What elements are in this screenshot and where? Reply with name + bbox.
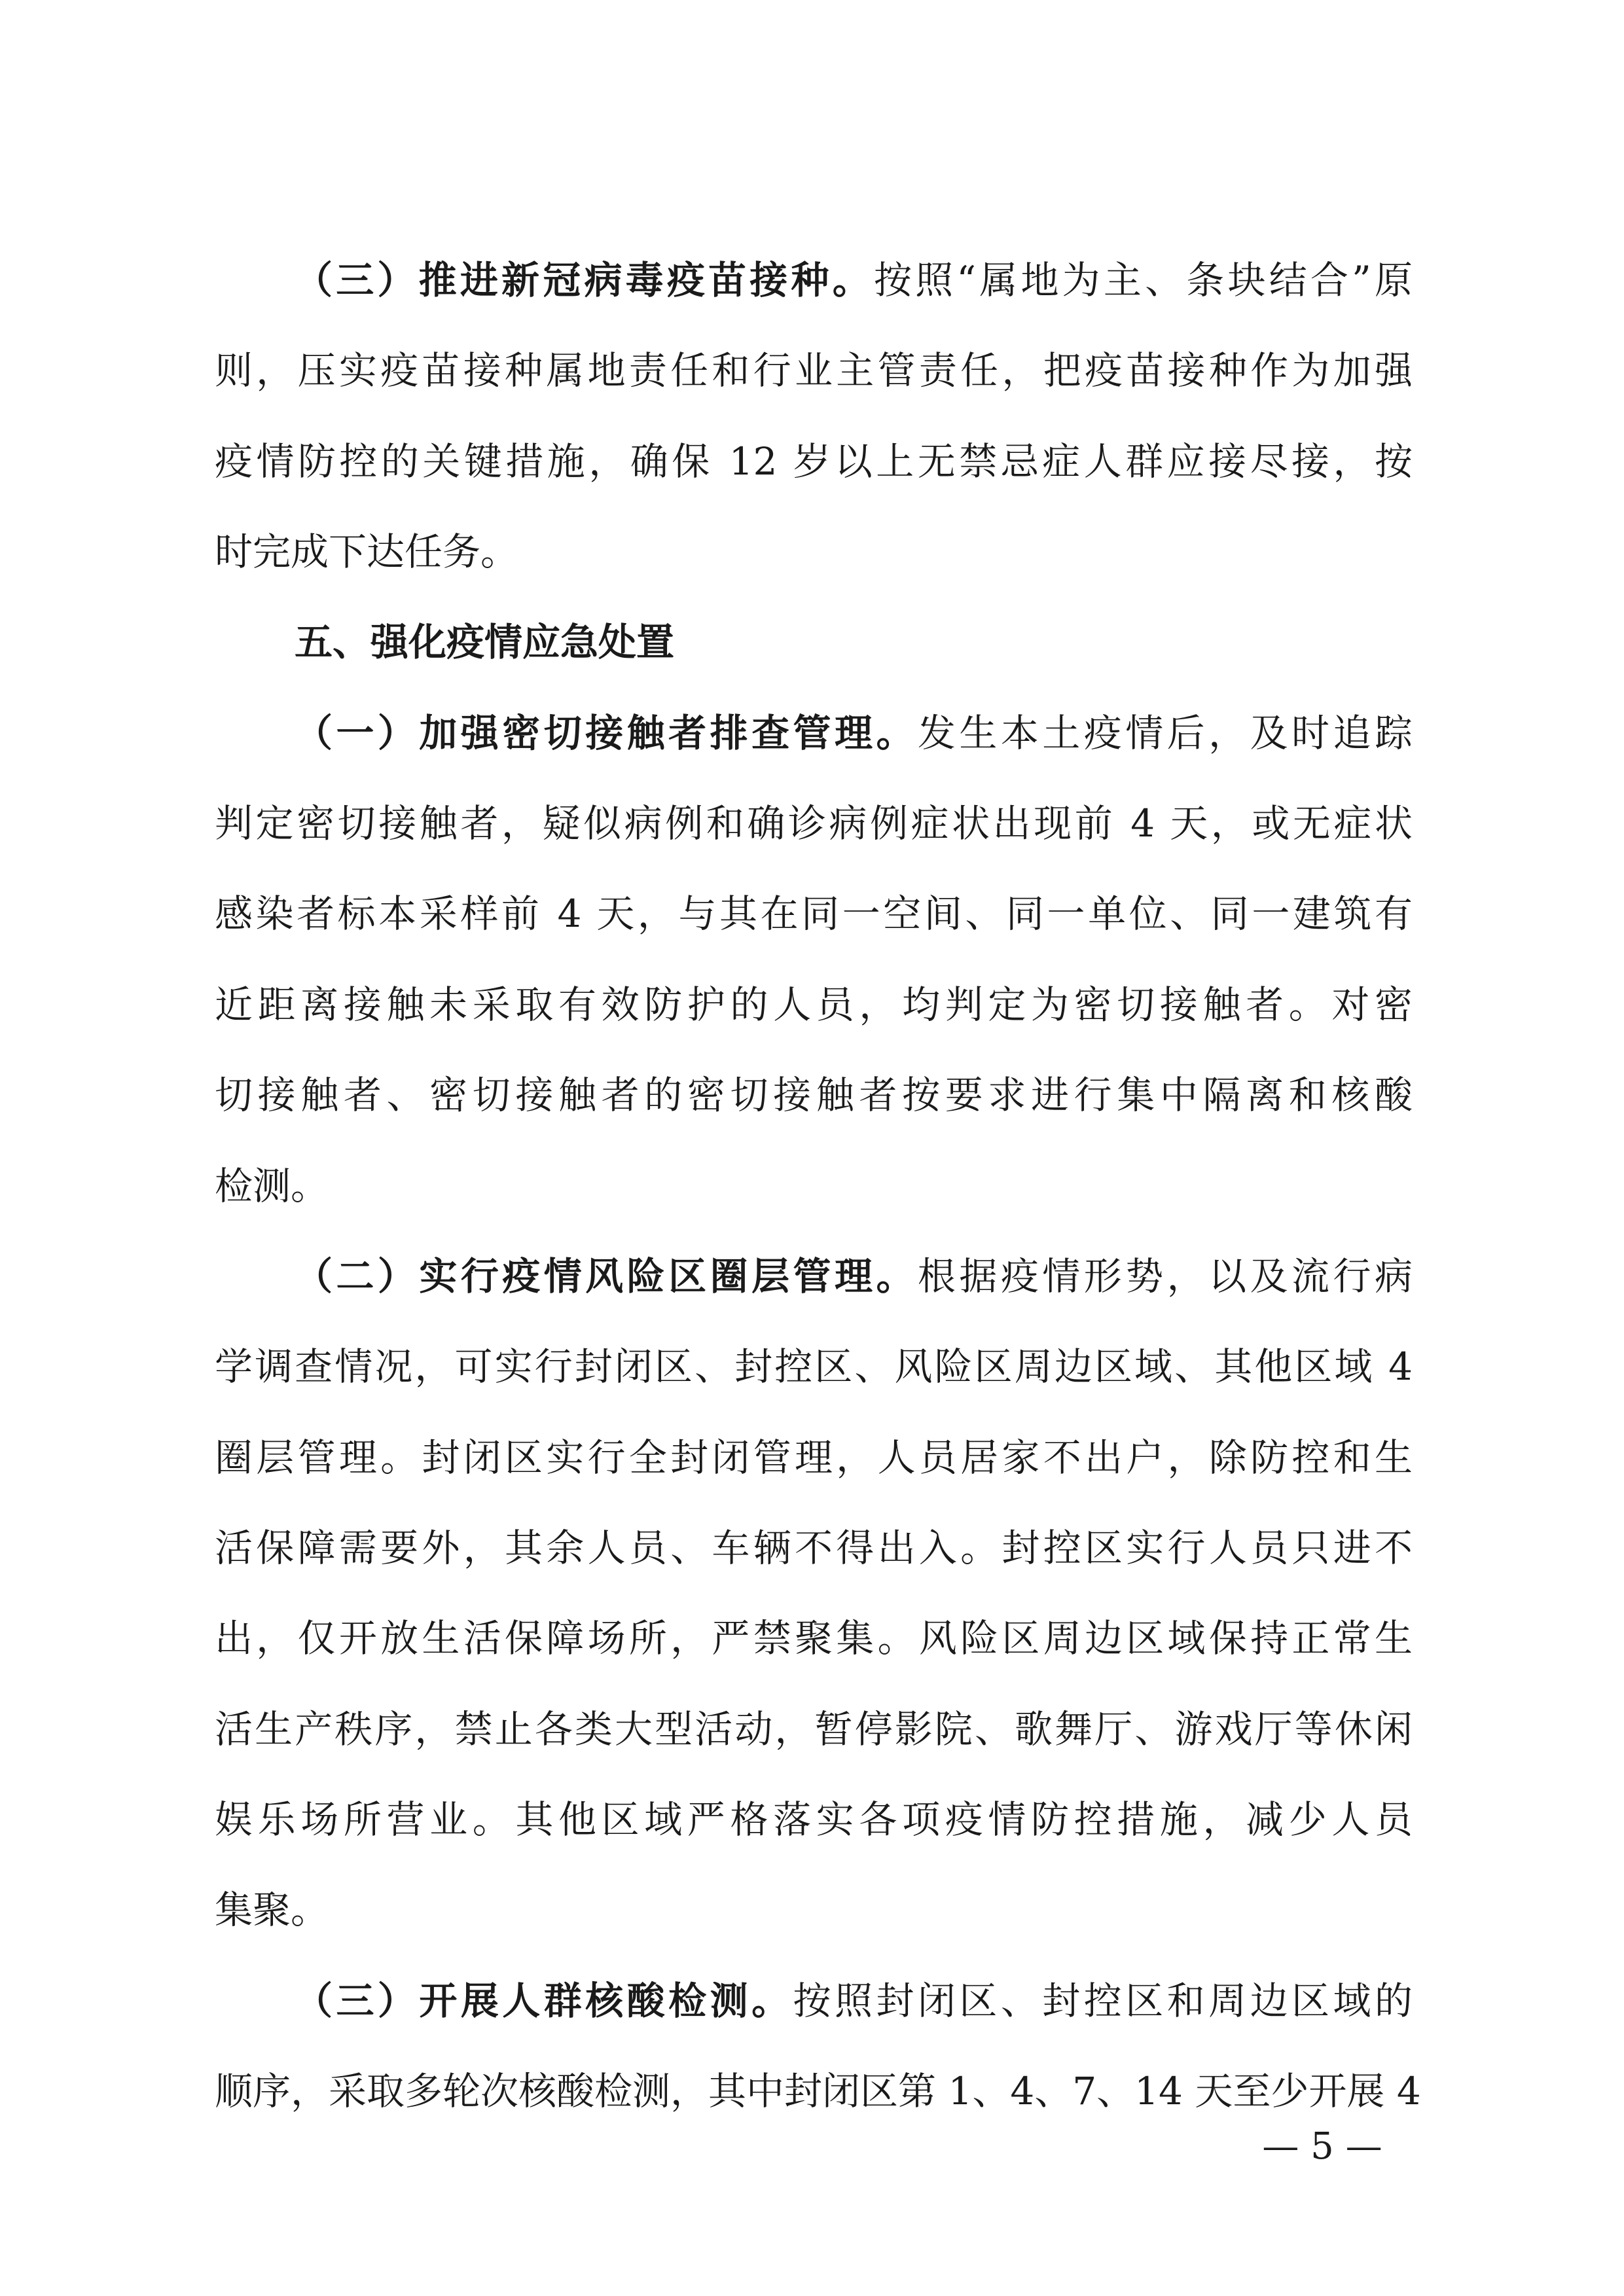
page-number: — 5 — [1262, 2125, 1382, 2168]
paragraph-line: 圈层管理。封闭区实行全封闭管理，人员居家不出户，除防控和生 [215, 1435, 1413, 1480]
paragraph-line [295, 251, 1413, 310]
paragraph-line: 近距离接触未采取有效防护的人员，均判定为密切接触者。对密 [215, 982, 1413, 1027]
paragraph-line [295, 704, 1413, 762]
paragraph-line: 检测。 [215, 1164, 329, 1208]
paragraph-line: 判定密切接触者，疑似病例和确诊病例症状出现前 4 天，或无症状 [215, 801, 1413, 846]
paragraph-text: 按照“属地为主、条块结合”原 [873, 258, 1413, 302]
paragraph-line [295, 1247, 1413, 1306]
paragraph-line: 活生产秩序，禁止各类大型活动，暂停影院、歌舞厅、游戏厅等休闲 [215, 1707, 1413, 1751]
paragraph-line: 顺序，采取多轮次核酸检测，其中封闭区第 1、4、7、14 天至少开展 4 [215, 2069, 1421, 2113]
paragraph-line: 切接触者、密切接触者的密切接触者按要求进行集中隔离和核酸 [215, 1073, 1413, 1117]
paragraph-line: 疫情防控的关键措施，确保 12 岁以上无禁忌症人群应接尽接，按 [215, 439, 1413, 484]
paragraph-lead: （二）实行疫情风险区圈层管理。 [295, 1254, 918, 1299]
paragraph-line: 集聚。 [215, 1888, 329, 1932]
paragraph-line: 时完成下达任务。 [215, 529, 519, 574]
paragraph-line: 出，仅开放生活保障场所，严禁聚集。风险区周边区域保持正常生 [215, 1616, 1413, 1660]
paragraph-line: 感染者标本采样前 4 天，与其在同一空间、同一单位、同一建筑有 [215, 891, 1413, 936]
section-heading: 五、强化疫情应急处置 [295, 620, 675, 664]
paragraph-line: 学调查情况，可实行封闭区、封控区、风险区周边区域、其他区域 4 [215, 1344, 1413, 1389]
paragraph-lead: （三）推进新冠病毒疫苗接种。 [295, 258, 874, 302]
paragraph-line: 则，压实疫苗接种属地责任和行业主管责任，把疫苗接种作为加强 [215, 348, 1413, 393]
paragraph-text: 按照封闭区、封控区和周边区域的 [793, 1979, 1413, 2023]
paragraph-line: 娱乐场所营业。其他区域严格落实各项疫情防控措施，减少人员 [215, 1797, 1413, 1842]
paragraph-lead: （三）开展人群核酸检测。 [295, 1979, 793, 2023]
paragraph-line: 活保障需要外，其余人员、车辆不得出入。封控区实行人员只进不 [215, 1526, 1413, 1570]
paragraph-text: 根据疫情形势，以及流行病 [917, 1254, 1413, 1299]
paragraph-line [295, 1971, 1413, 2030]
paragraph-lead: （一）加强密切接触者排查管理。 [295, 711, 918, 755]
paragraph-text: 发生本土疫情后，及时追踪 [917, 711, 1413, 755]
